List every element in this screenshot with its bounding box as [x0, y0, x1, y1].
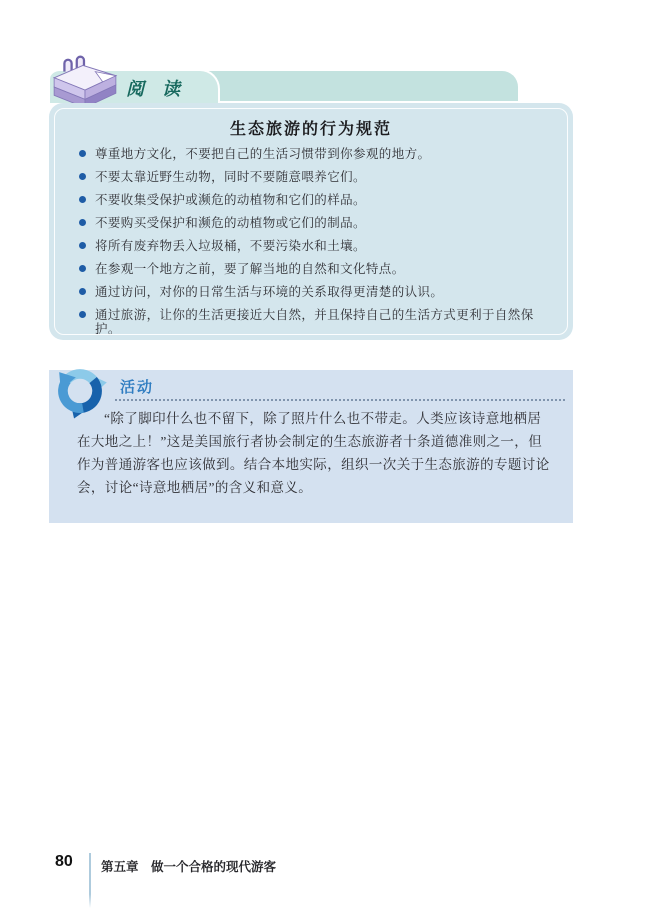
reading-rule-text: 不要太靠近野生动物，同时不要随意喂养它们。 [95, 170, 366, 184]
bullet-dot-icon [79, 173, 86, 180]
reading-rule-text: 尊重地方文化，不要把自己的生活习惯带到你参观的地方。 [95, 147, 431, 161]
dotted-divider [115, 385, 565, 401]
reading-rule-text: 不要收集受保护或濒危的动植物和它们的样品。 [95, 193, 366, 207]
activity-paragraph: “除了脚印什么也不留下，除了照片什么也不带走。人类应该诗意地栖居在大地之上！”这是美国旅行者协会制定的生态旅游者十条道德准则之一，但作为普通游客也应该做到。结合本地实际，组织一次关于生态旅游的专题讨论会，讨论“诗意地栖居”的含义和意义。 [77, 411, 550, 495]
reading-rule-item [79, 285, 559, 299]
reading-box-title: 生态旅游的行为规范 [229, 121, 392, 138]
reading-rule-item [79, 308, 559, 336]
bullet-dot-icon [79, 311, 86, 318]
reading-box [49, 103, 573, 340]
bullet-dot-icon [79, 150, 86, 157]
bullet-dot-icon [79, 242, 86, 249]
reading-rule-item [79, 262, 559, 276]
reading-tab-label: 阅 读 [126, 79, 180, 99]
reading-rule-item [79, 239, 559, 253]
page-number: 80 [55, 853, 73, 870]
bullet-dot-icon [79, 265, 86, 272]
reading-rule-text: 不要购买受保护和濒危的动植物或它们的制品。 [95, 216, 366, 230]
reading-rule-text: 通过访问，对你的日常生活与环境的关系取得更清楚的认识。 [95, 285, 444, 299]
reading-rule-text: 通过旅游，让你的生活更接近大自然，并且保持自己的生活方式更利于自然保护。 [95, 308, 534, 336]
bullet-dot-icon [79, 288, 86, 295]
reading-rule-item [79, 170, 559, 184]
bullet-dot-icon [79, 196, 86, 203]
chapter-title: 第五章 做一个合格的现代游客 [101, 860, 277, 874]
activity-label: 活动 [120, 379, 155, 396]
reading-rule-item [79, 193, 559, 207]
reading-rule-text: 将所有废弃物丢入垃圾桶，不要污染水和土壤。 [95, 239, 366, 253]
reading-rule-item [79, 216, 559, 230]
reading-rule-text: 在参观一个地方之前，要了解当地的自然和文化特点。 [95, 262, 405, 276]
reading-rule-item [79, 147, 559, 161]
reading-rules-list [49, 147, 573, 336]
bullet-dot-icon [79, 219, 86, 226]
footer-vertical-rule [89, 853, 91, 908]
